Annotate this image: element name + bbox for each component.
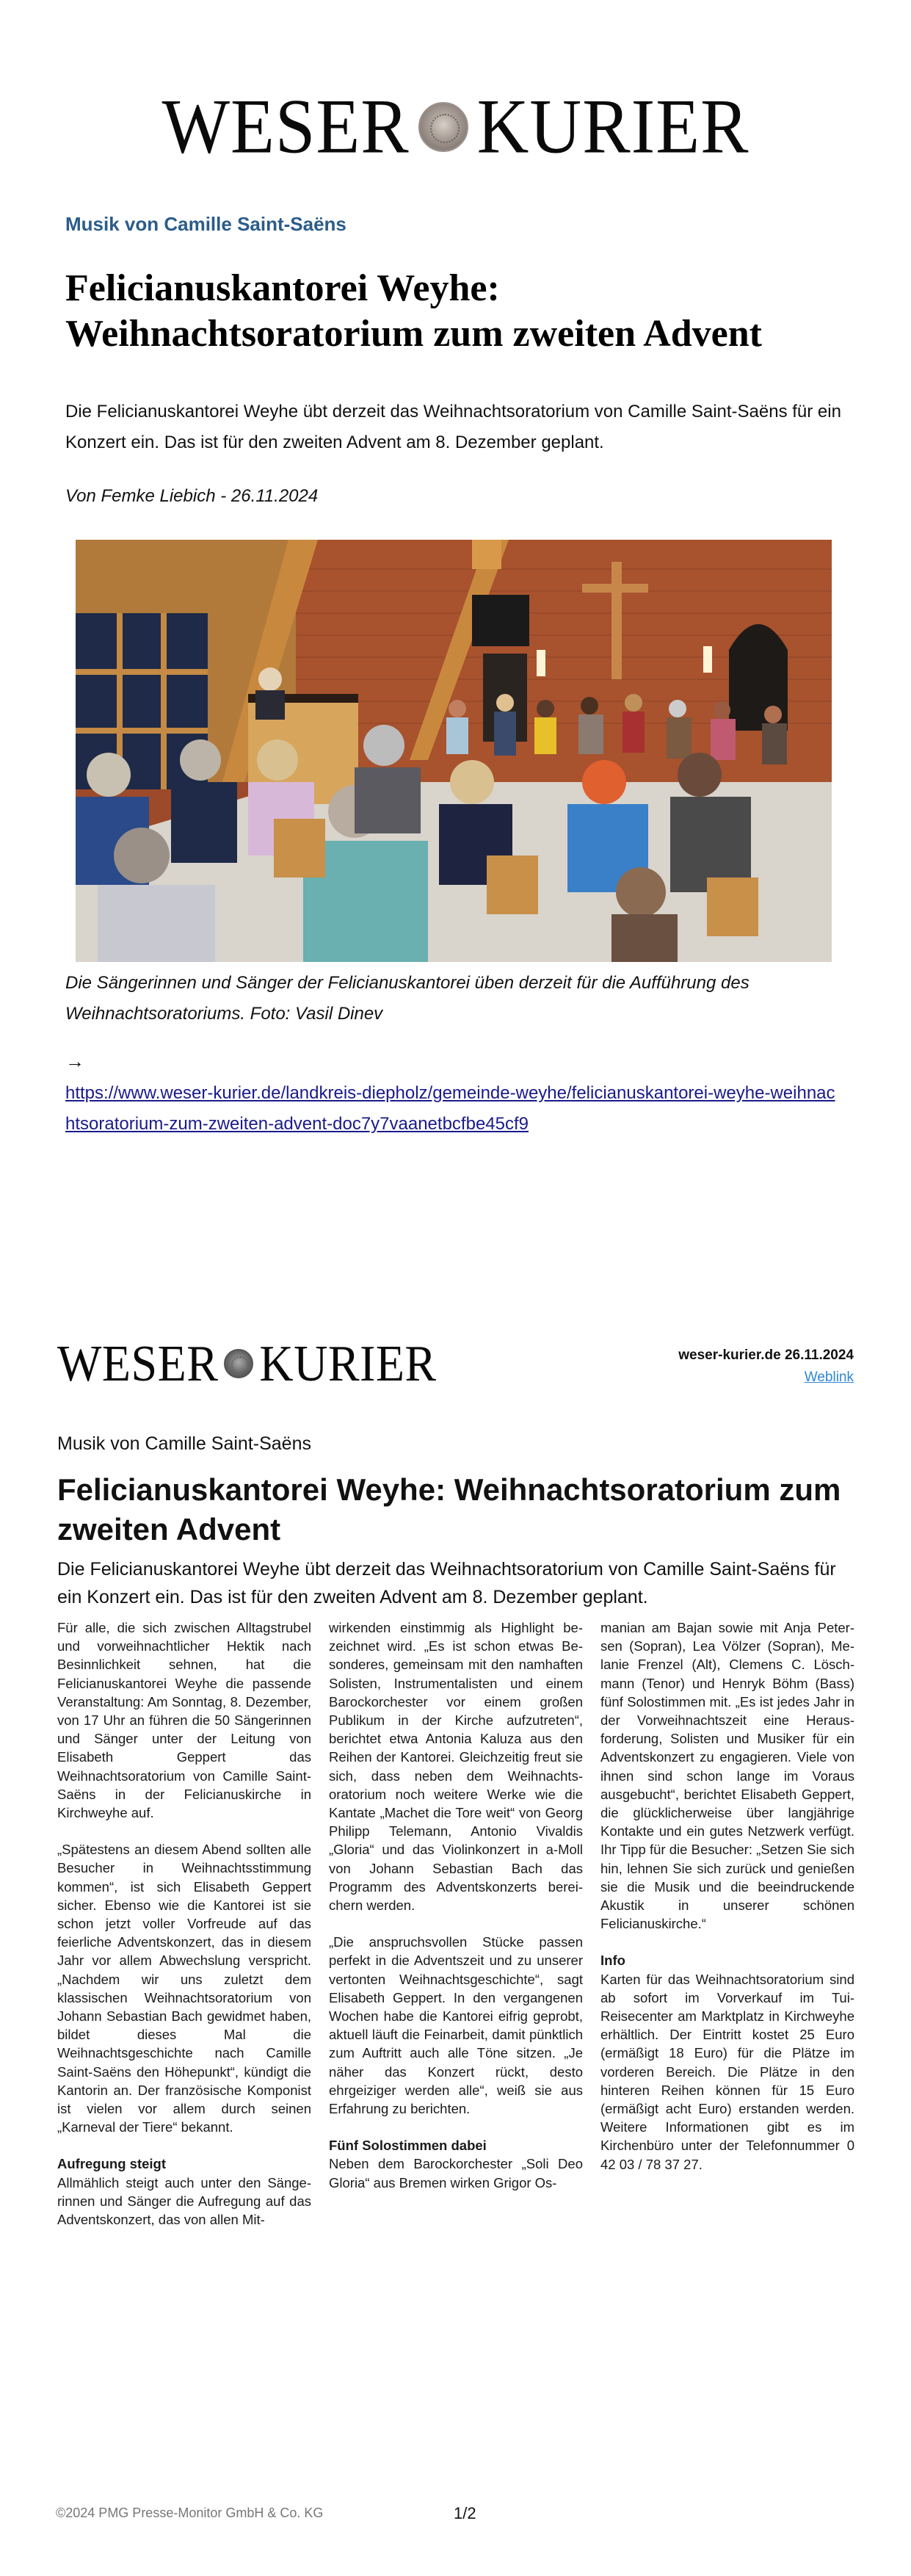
body-paragraph: Allmählich steigt auch unter den Sängerinnen und Sänger die Aufregung auf das Adventskonzert, das von allen Mit- xyxy=(57,2174,311,2228)
masthead-word-kurier: KURIER xyxy=(476,84,750,170)
bremen-seal-icon xyxy=(224,1349,253,1378)
body-column-2 xyxy=(329,1618,583,2229)
article-photo xyxy=(76,540,832,962)
article-lead: Die Felicianuskantorei Weyhe übt derzeit das Weihnachtsoratorium von Camille Saint-Saëns für ein Konzert ein. Das ist für den zweiten Advent am 8. Dezember geplant. xyxy=(57,1559,836,1607)
page-indicator: 1/2 xyxy=(454,2504,476,2522)
bremen-seal-icon xyxy=(418,102,468,152)
body-paragraph: Für alle, die sich zwischen Alltagstrubel und vorweihnachtlicher Hektik nach Besinnlichkeit sehnen, hat die Felicianuskantorei Weyhe die passende Veranstaltung: Am Sonntag, 8. Dezember, von 17 Uhr an führen die 50 Sängerinnen und Sänger unter der Leitung von Elisabeth Geppert das Weihnachtsoratorium von Camille Saint-Saëns in der Felicianuskirche in Kirchweyhe auf. xyxy=(57,1620,311,1821)
headline-line-1: Felicianuskantorei Weyhe: xyxy=(65,267,500,309)
section-heading: Fünf Solostimmen dabei xyxy=(329,2138,487,2154)
headline-line-2: Weihnachtsoratorium zum zweiten Advent xyxy=(65,313,762,355)
section-heading: Info xyxy=(600,1953,625,1969)
body-paragraph: Neben dem Barockorchester „Soli Deo Gloria“ aus Bremen wirken Grigor Os- xyxy=(329,2156,583,2190)
photo-caption: Die Sängerinnen und Sänger der Felicianuskantorei üben derzeit für die Aufführung des Weihnachtsoratoriums. Foto: Vasil Dinev xyxy=(65,973,750,1024)
arrow-right-icon: → xyxy=(65,1050,84,1072)
article-headline xyxy=(65,266,851,357)
section-heading: Aufregung steigt xyxy=(57,2156,166,2172)
article-lead: Die Felicianuskantorei Weyhe übt derzeit das Weihnachtsoratorium von Camille Saint-Saëns für ein Konzert ein. Das ist für den zweiten Advent am 8. Dezember geplant. xyxy=(65,402,841,452)
source-meta xyxy=(678,1347,854,1386)
article-headline: Felicianuskantorei Weyhe: Weihnachtsoratorium zum zweiten Advent xyxy=(57,1472,841,1546)
body-column-3 xyxy=(600,1618,854,2229)
article-kicker: Musik von Camille Saint-Saëns xyxy=(65,213,346,235)
article-kicker: Musik von Camille Saint-Saëns xyxy=(57,1433,311,1454)
footer-copyright: ©2024 PMG Presse-Monitor GmbH & Co. KG xyxy=(56,2506,324,2520)
body-paragraph: Karten für das Weihnachtsoratorium sind ab sofort im Vorverkauf im Tui-Reisecenter am Marktplatz in Kirchweyhe erhältlich. Der Eintritt kostet 25 Euro (ermäßigt 18 Euro) für die Plätze im vorderen Bereich. Die Plätze in den hinteren Reihen können für 15 Euro (ermäßigt acht Euro) erstanden werden. Weitere Informationen gibt es im Kirchenbüro unter der Telefonnummer 0 42 03 / 78 37 27. xyxy=(600,1971,854,2172)
body-paragraph: wirkenden einstimmig als Highlight bezeichnet wird. „Es ist schon etwas Besonderes, gemeinsam mit den namhaften Solisten, Instrumentalisten und einem Barockorchester vor einem großen Publikum in der Kirche aufzutreten“, berichtet etwa Antonia Kaluza aus den Reihen der Kantorei. Gleichzeitig freut sie sich, dass neben dem Weihnachtsoratorium noch weitere Werke wie die Kantate „Machet die Tore weit“ von Georg Philipp Telemann, Antonio Vivaldis „Gloria“ und das Violinkonzert in a-Moll von Johann Sebastian Bach das Programm des Adventskonzerts bereichern werden. xyxy=(329,1620,583,1914)
publication-date: weser-kurier.de 26.11.2024 xyxy=(678,1347,854,1363)
masthead-word-weser: WESER xyxy=(161,84,410,170)
article-body xyxy=(57,1618,854,2229)
body-paragraph: „Spätestens an diesem Abend sollten alle Besucher in Weihnachtsstimmung kommen“, ist sich Elisabeth Geppert sicher. Ebenso wie die Kantorei ist sie schon jetzt voller Vorfreude auf das feierliche Adventskonzert, das in diesem Jahr vor allem Abwechslung verspricht. „Nachdem wir uns zuletzt dem klassischen Weihnachtsoratorium von Johann Sebastian Bach gewidmet haben, bildet dieses Mal die Weihnachtsgeschichte nach Camille Saint-Saëns den Höhepunkt“, kündigt die Kantorin an. Der französische Komponist ist vielen vor allem durch seinen „Karneval der Tiere“ bekannt. xyxy=(57,1842,311,2135)
masthead-word-kurier: KURIER xyxy=(259,1334,437,1392)
masthead-logo-large xyxy=(0,84,911,170)
body-paragraph: „Die anspruchsvollen Stücke passen perfekt in die Adventszeit und zu unserer vertonten Weihnachtsgeschichte“, sagt Elisabeth Geppert. In den vergangenen Wochen habe die Kantorei eifrig geprobt, aktuell läuft die Feinarbeit, damit pünktlich zum Auftritt auch alle Töne sitzen. „Je näher das Konzert rückt, desto ehrgeiziger werden alle“, weiß sie aus Erfahrung zu berichten. xyxy=(329,1934,583,2117)
article-byline: Von Femke Liebich - 26.11.2024 xyxy=(65,486,319,506)
body-column-1 xyxy=(57,1618,311,2229)
weblink[interactable]: Weblink xyxy=(804,1370,854,1385)
masthead-word-weser: WESER xyxy=(57,1334,219,1392)
body-paragraph: manian am Bajan sowie mit Anja Petersen (Sopran), Lea Völzer (Sopran), Melanie Frenzel (Alt), Clemens C. Löschmann (Tenor) und Henryk Böhm (Bass) fünf Solostimmen mit. „Es ist jedes Jahr in der Vorweihnachtszeit eine Herausforderung, Solisten und Musiker für ein Adventskonzert zu engagieren. Viele von ihnen sind schon lange im Voraus ausgebucht“, berichtet Elisabeth Geppert, die glücklicherweise über langjährige Kontakte und ein gutes Netzwerk verfügt. Ihr Tipp für die Besucher: „Setzen Sie sich hin, lehnen Sie sich zurück und genießen sie die Musik und die beeindruckende Akustik in unserer schönen Felicianuskirche.“ xyxy=(600,1620,854,1932)
source-url-link[interactable]: https://www.weser-kurier.de/landkreis-diepholz/gemeinde-weyhe/felicianuskantorei-weyhe-weihnachtsoratorium-zum-zweiten-advent-doc7y7vaanetbcfbe45cf9 xyxy=(65,1083,835,1134)
masthead-logo-small xyxy=(57,1334,437,1392)
